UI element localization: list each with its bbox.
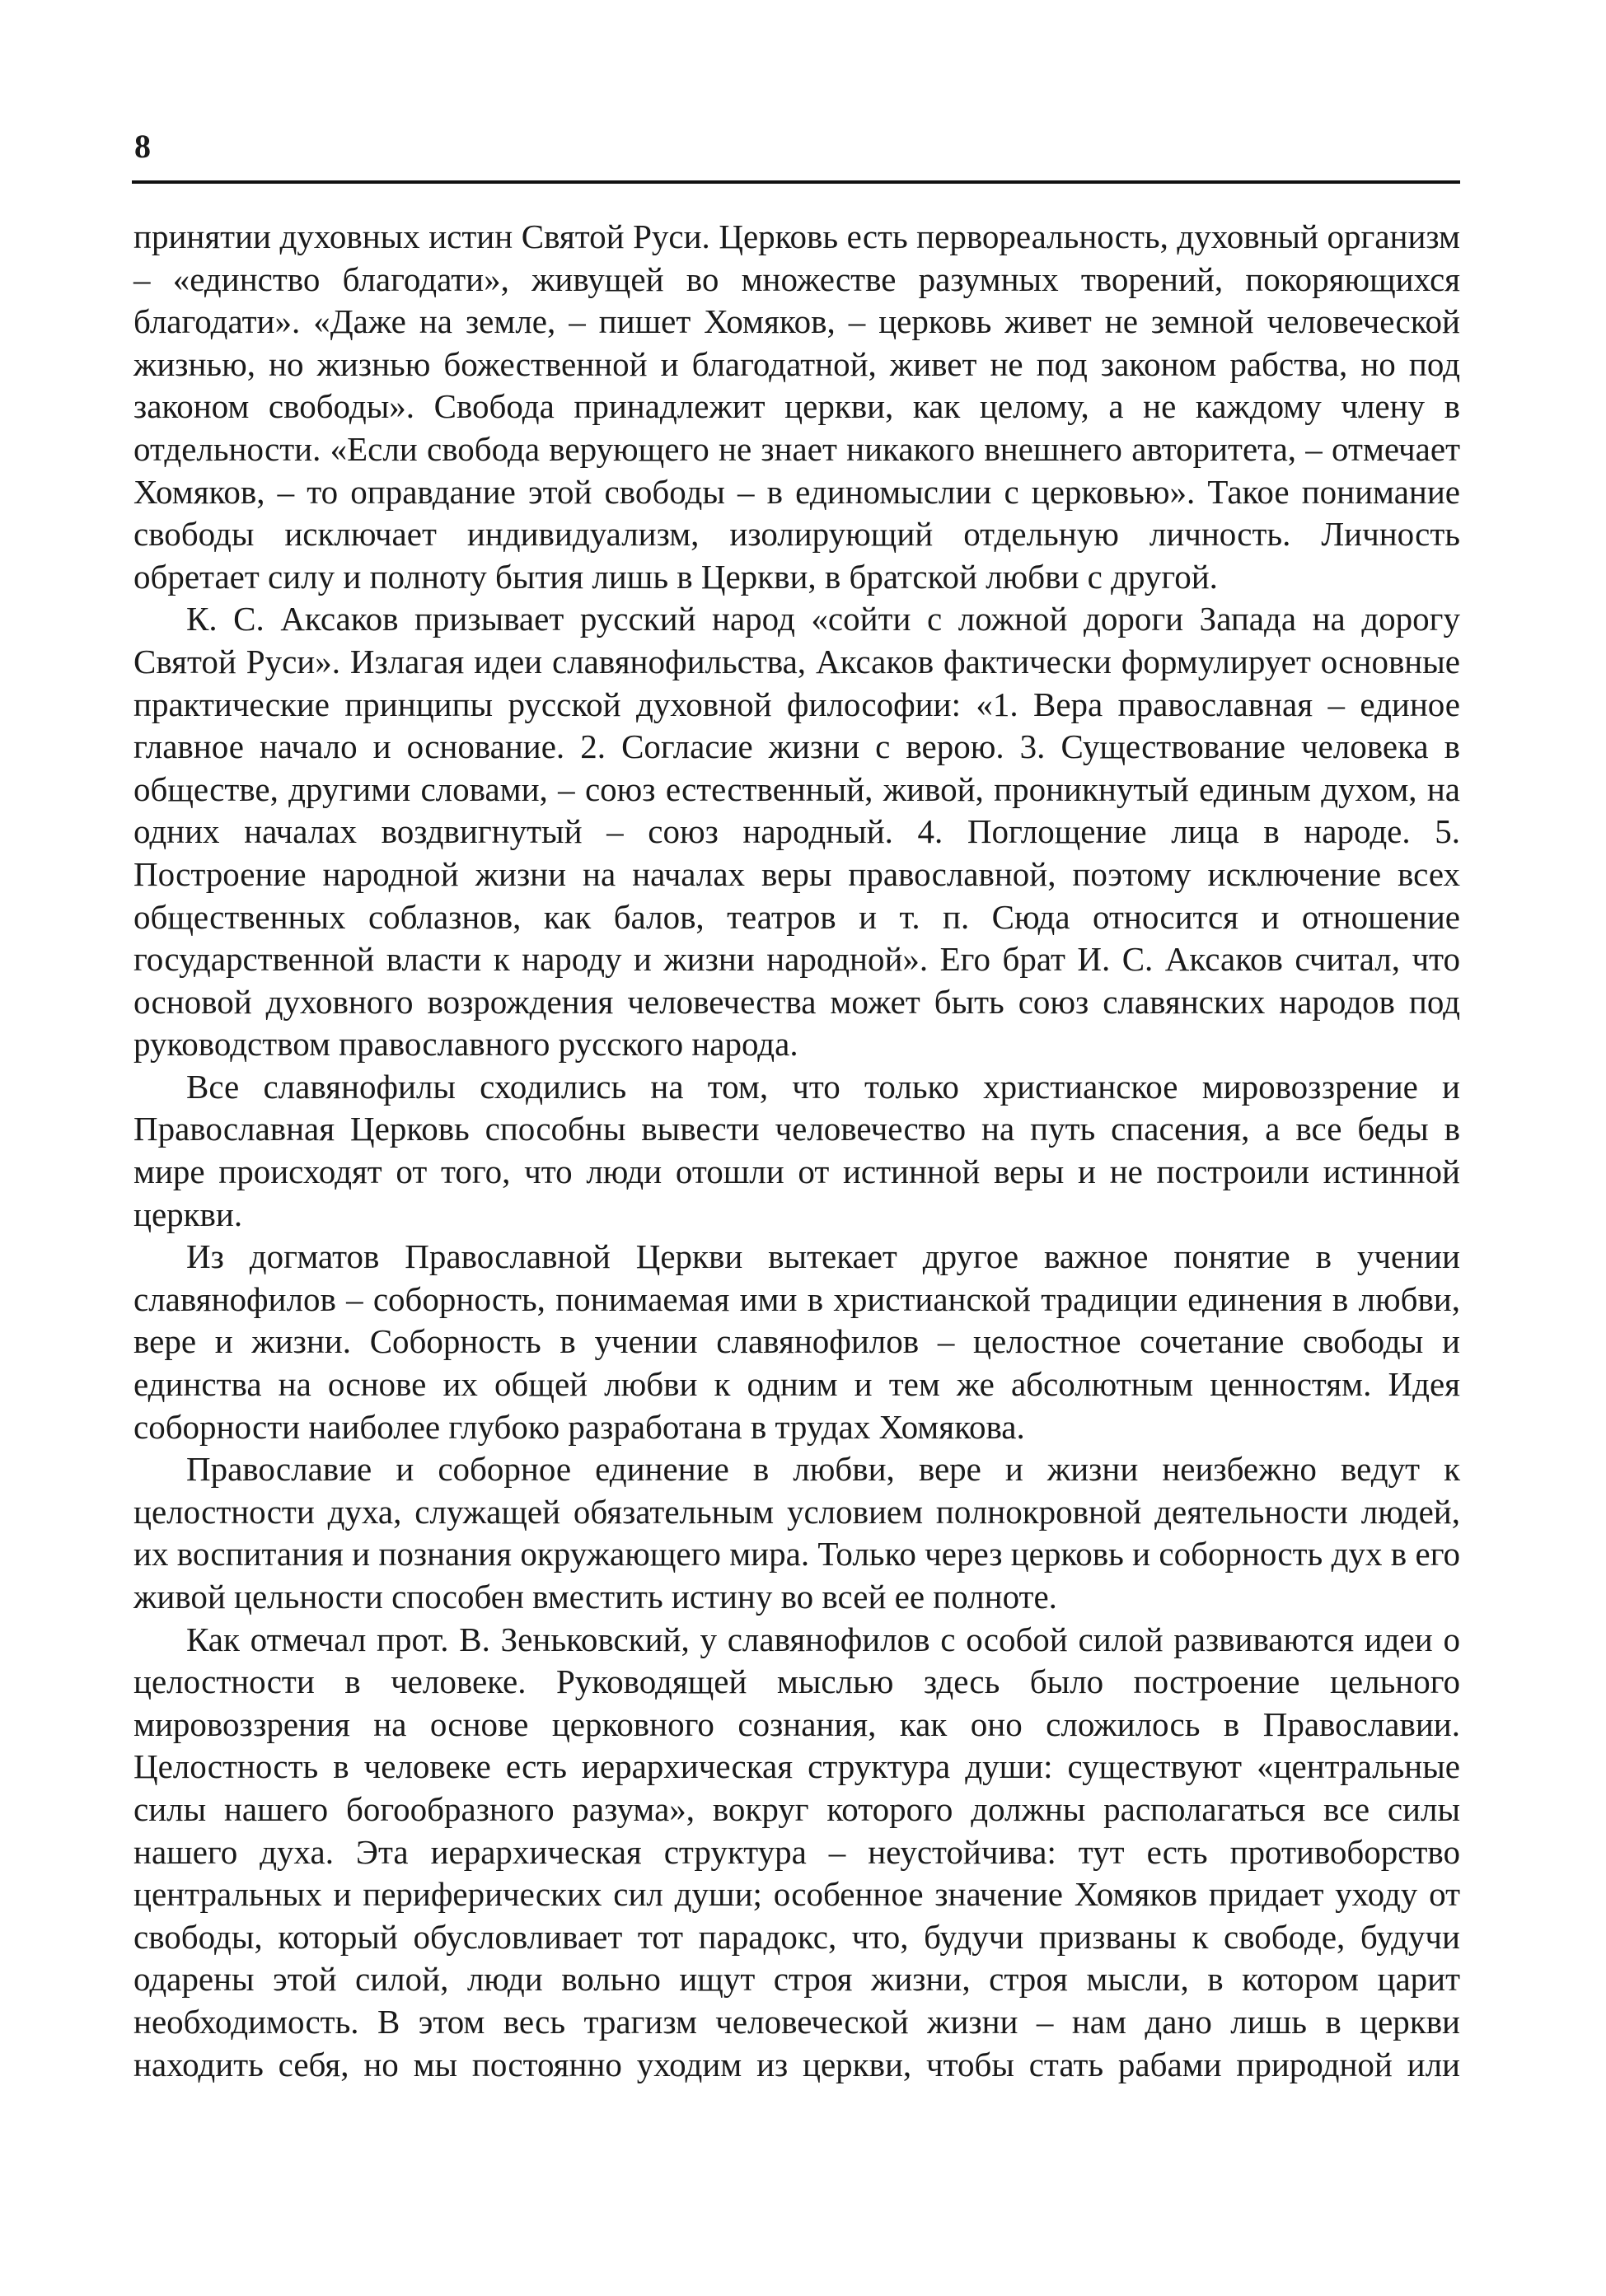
paragraph: К. С. Аксаков призывает русский народ «сойти с ложной дороги Запада на дорогу Святой Руси». Излагая идеи славянофильства, Аксаков фактически формулирует основные практические принципы русской духовной философии: «1. Вера православная – единое главное начало и основание. 2. Согласие жизни с верою. 3. Существование человека в обществе, другими словами, – союз естественный, живой, проникнутый единым духом, на одних началах воздвигнутый – союз народный. 4. Поглощение лица в народе. 5. Построение народной жизни на началах веры православной, поэтому исключение всех общественных соблазнов, как балов, театров и т. п. Сюда относится и отношение государственной власти к народу и жизни народной». Его брат И. С. Аксаков считал, что основой духовного возрождения человечества может быть союз славянских народов под руководством православного русского народа. xyxy=(133,600,1460,1064)
body-text xyxy=(133,216,1460,2086)
page-number: 8 xyxy=(134,128,151,165)
header-rule xyxy=(132,180,1460,184)
paragraph: Как отмечал прот. В. Зеньковский, у славянофилов с особой силой развиваются идеи о целостности в человеке. Руководящей мыслью здесь было построение цельного мировоззрения на основе церковного сознания, как оно сложилось в Православии. Целостность в человеке есть иерархическая структура души: существуют «центральные силы нашего богообразного разума», вокруг которого должны располагаться все силы нашего духа. Эта иерархическая структура – неустойчива: тут есть противоборство центральных и периферических сил души; особенное значение Хомяков придает уходу от свободы, который обусловливает тот парадокс, что, будучи призваны к свободе, будучи одарены этой силой, люди вольно ищут строя жизни, строя мысли, в котором царит необходимость. В этом весь трагизм человеческой жизни – нам дано лишь в церкви находить себя, но мы постоянно уходим из церкви, чтобы стать рабами природной или xyxy=(133,1620,1460,2083)
paragraph: Из догматов Православной Церкви вытекает другое важное понятие в учении славянофилов – соборность, понимаемая ими в христианской традиции единения в любви, вере и жизни. Соборность в учении славянофилов – целостное сочетание свободы и единства на основе их общей любви к одним и тем же абсолютным ценностям. Идея соборности наиболее глубоко разработана в трудах Хомякова. xyxy=(133,1237,1460,1446)
paragraph: Все славянофилы сходились на том, что только христианское мировоззрение и Православная Церковь способны вывести человечество на путь спасения, а все беды в мире происходят от того, что люди отошли от истинной веры и не построили истинной церкви. xyxy=(133,1067,1460,1233)
paragraph: принятии духовных истин Святой Руси. Церковь есть первореальность, духовный организм – «единство благодати», живущей во множестве разумных творений, покоряющихся благодати». «Даже на земле, – пишет Хомяков, – церковь живет не земной человеческой жизнью, но жизнью божественной и благодатной, живет не под законом рабства, но под законом свободы». Свобода принадлежит церкви, как целому, а не каждому члену в отдельности. «Если свобода верующего не знает никакого внешнего авторитета, – отмечает Хомяков, – то оправдание этой свободы – в единомыслии с церковью». Такое понимание свободы исключает индивидуализм, изолирующий отдельную личность. Личность обретает силу и полноту бытия лишь в Церкви, в братской любви с другой. xyxy=(133,217,1460,596)
paragraph: Православие и соборное единение в любви, вере и жизни неизбежно ведут к целостности духа, служащей обязательным условием полнокровной деятельности людей, их воспитания и познания окружающего мира. Только через церковь и соборность дух в его живой цельности способен вместить истину во всей ее полноте. xyxy=(133,1450,1460,1616)
